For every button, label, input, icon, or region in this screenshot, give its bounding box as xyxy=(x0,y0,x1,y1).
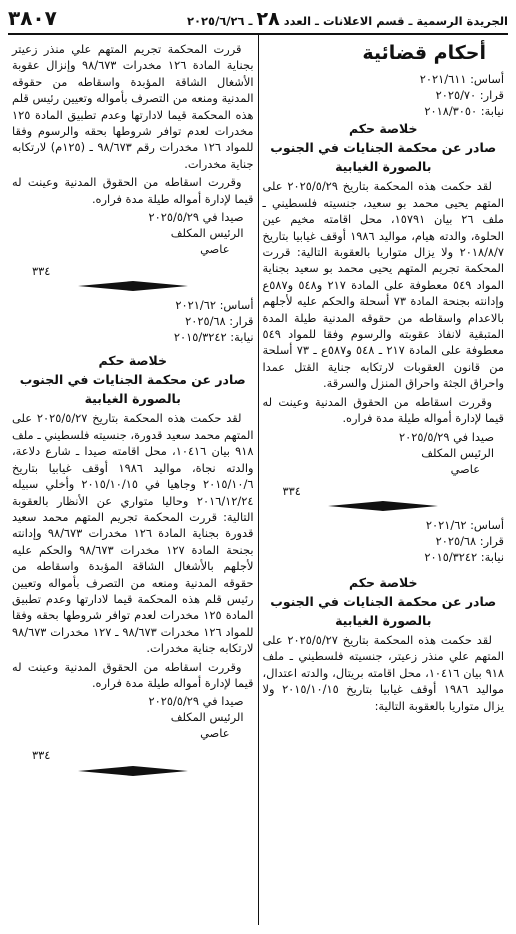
page-header xyxy=(8,8,508,30)
case2-page-ref: ٣٣٤ xyxy=(32,264,51,279)
case1-place-date: صيدا في ٢٠٢٥/٥/٢٩ xyxy=(399,429,494,444)
case3-mode: بالصورة الغيابية xyxy=(84,391,181,407)
left-column xyxy=(8,35,258,925)
case1-ruling: وقررت اسقاطه من الحقوق المدنية وعينت له قيما لإدارة أمواله طيلة مدة فراره. xyxy=(262,394,504,426)
case2-role: الرئيس المكلف xyxy=(170,226,244,241)
separator-ornament xyxy=(12,766,254,776)
column-divider xyxy=(258,35,259,925)
case1-asas: أساس: ٢٠٢١/٦١١ xyxy=(419,72,504,87)
case1-qarar: قرار: ٢٠٢٥/٧٠ xyxy=(435,88,504,103)
separator-ornament xyxy=(12,281,254,291)
case1-court: صادر عن محكمة الجنايات في الجنوب xyxy=(270,140,497,156)
case2-ruling: وقررت اسقاطه من الحقوق المدنية وعينت له قيما لإدارة أمواله طيلة مدة فراره. xyxy=(12,175,254,206)
case2-continuation: قررت المحكمة تجريم المتهم علي منذر زعيتر بجناية المادة ١٢٦ مخدرات ٩٨/٦٧٣ وإنزال عقوبة الأشغال الشاقة المؤبدة واسقاطه من حقوقه المدنية ومنعه من التصرف بأمواله وتعيين رئيس قلم هذه المحكمة قيما لادارتها وعدم تطبيق المادة ١٢٥ مخدرات لعدم توافر شروطها بحقه والرسوم وفقا للمواد ١٢٦ مخدرات رقم ٩٨/٦٧٣ ـ (١٢٥م) لارتكابه جناية مخدرات. xyxy=(12,42,254,171)
case2-qarar: قرار: ٢٠٢٥/٦٨ xyxy=(435,533,504,548)
case2-niyaba: نيابة: ٢٠١٥/٣٢٤٢ xyxy=(424,549,504,564)
case1-signature xyxy=(263,429,505,477)
case2-title: خلاصة حكم xyxy=(348,574,418,590)
page-number: ٣٨٠٧ xyxy=(8,6,57,30)
case3-role: الرئيس المكلف xyxy=(170,710,244,725)
columns xyxy=(8,35,508,925)
case2-place-date: صيدا في ٢٠٢٥/٥/٢٩ xyxy=(148,210,244,225)
right-column xyxy=(259,35,509,925)
separator-ornament xyxy=(263,501,505,511)
issue-number: ٢٨ xyxy=(256,8,280,30)
case1-body: لقد حكمت هذه المحكمة بتاريخ ٢٠٢٥/٥/٢٩ على المتهم يحيى محمد بو سعيد، جنسيته فلسطيني ـ ملف ٢٦ بيان ١٥٧٩١، محل اقامته مخيم عين الحلوة، والدته هيام، مواليد ١٩٨٦ أوقف غيابيا بتاريخ ٢٠١٨/٨/٧ ولا يزال متواريا بالعقوبة التالية: قررت المحكمة تجريم المتهم يحيى محمد بو سعيد بجناية المواد ٥٤٩ معطوفة على المادة ٢١٧ و٥٤٨ و٥٨٧ع وإدانته بجنحة المادة ٧٣ أسحلة والحكم عليه لأجلهم بالاعدام واسقاطه من حقوقه المدنية طيلة المدة المتبقية لانفاذ عقوبته والرسوم وفقا للمواد ٥٤٩ معطوفة على المادة ٢١٧ ـ ٥٤٨ و٥٨٧ع ـ ٧٣ أسلحة من قانون العقوبات لارتكابه جناية القتل عمدا واحراق الجثة واحراق المنزل والسرقة. xyxy=(262,179,505,391)
case1-title: خلاصة حكم xyxy=(348,121,418,137)
case2-mode: بالصورة الغيابية xyxy=(335,612,432,628)
case2-judge-name: عاصي xyxy=(200,242,230,257)
case3-qarar: قرار: ٢٠٢٥/٦٨ xyxy=(185,314,254,329)
case3-title: خلاصة حكم xyxy=(98,353,168,369)
case3-ruling: وقررت اسقاطه من الحقوق المدنية وعينت له قيما لإدارة أمواله طيلة مدة فراره. xyxy=(12,659,254,690)
case2-signature xyxy=(12,209,254,257)
case3-niyaba: نيابة: ٢٠١٥/٣٢٤٢ xyxy=(173,330,254,345)
case3-meta xyxy=(12,297,254,345)
case2-meta xyxy=(263,517,505,565)
case1-mode: بالصورة الغيابية xyxy=(335,159,432,175)
case2-court: صادر عن محكمة الجنايات في الجنوب xyxy=(270,593,497,609)
case3-signature xyxy=(12,693,254,741)
case3-place-date: صيدا في ٢٠٢٥/٥/٢٩ xyxy=(148,694,244,709)
case3-page-ref: ٣٣٤ xyxy=(32,748,51,763)
case1-meta xyxy=(263,71,505,119)
case1-page-ref: ٣٣٤ xyxy=(282,483,301,498)
case3-judge-name: عاصي xyxy=(200,726,230,741)
header-title xyxy=(187,8,508,30)
case1-niyaba: نيابة: ٢٠١٨/٣٠٥٠ xyxy=(424,104,504,119)
case2-asas: أساس: ٢٠٢١/٦٢ xyxy=(425,517,504,532)
case1-role: الرئيس المكلف xyxy=(421,445,494,460)
case1-judge-name: عاصي xyxy=(450,461,480,476)
case2-body: لقد حكمت هذه المحكمة بتاريخ ٢٠٢٥/٥/٢٧ على المتهم علي منذر زعيتر، جنسيته فلسطيني ـ ملف ٩١٨ بيان ١٠٤١٦، محل اقامته بريتال، والدته اعتدال، مواليد ١٩٨٦ أوقف غيابيا بتاريخ ٢٠١٥/١٠/١٥ ولا يزال متواريا بالعقوبة التالية: xyxy=(262,632,504,713)
header-title-prefix: الجريدة الرسمية ـ قسم الاعلانات ـ العدد xyxy=(283,14,508,28)
case3-body: لقد حكمت هذه المحكمة بتاريخ ٢٠٢٥/٥/٢٧ على المتهم محمد سعيد قدورة، جنسيته فلسطيني ـ ملف ٩١٨ بيان ١٠٤١٦، محل اقامته صيدا ـ شارع دلاعة، والدته نجاة، مواليد ١٩٨٦ أوقف غيابيا بتاريخ ٢٠١٥/١٠/٦ وجاهيا في ٢٠١٥/١٠/١٥ وأخلي سبيله ٢٠١٦/١٢/٢٤ وحاليا متواري عن الأنظار بالعقوبة التالية: قررت المحكمة تجريم المتهم محمد سعيد قدورة بجناية المادة ١٢٦ مخدرات ٩٨/٦٧٣ وإدانته بجنحة المادة ١٢٧ مخدرات ٩٨/٦٧٣ والحكم عليه لأجلهم بالأشغال الشاقة المؤبدة واسقاطه من حقوقه المدنية ومنعه من التصرف بأمواله وتعيين رئيس قلم هذه المحكمة قيما لادارتها وعدم تطبيق المادة ١٢٥ مخدرات لعدم توافر شروطها بحقه وفقا للمواد ١٢٦ مخدرات ٩٨/٦٧٣ ـ ١٢٧ مخدرات ٩٨/٦٧٣ لارتكابه جناية مخدرات. xyxy=(12,411,254,656)
case3-asas: أساس: ٢٠٢١/٦٢ xyxy=(175,298,254,313)
section-title: أحكام قضائية xyxy=(362,42,486,64)
case3-court: صادر عن محكمة الجنايات في الجنوب xyxy=(19,372,246,388)
issue-date: ـ ٢٠٢٥/٦/٢٦ xyxy=(187,14,253,28)
